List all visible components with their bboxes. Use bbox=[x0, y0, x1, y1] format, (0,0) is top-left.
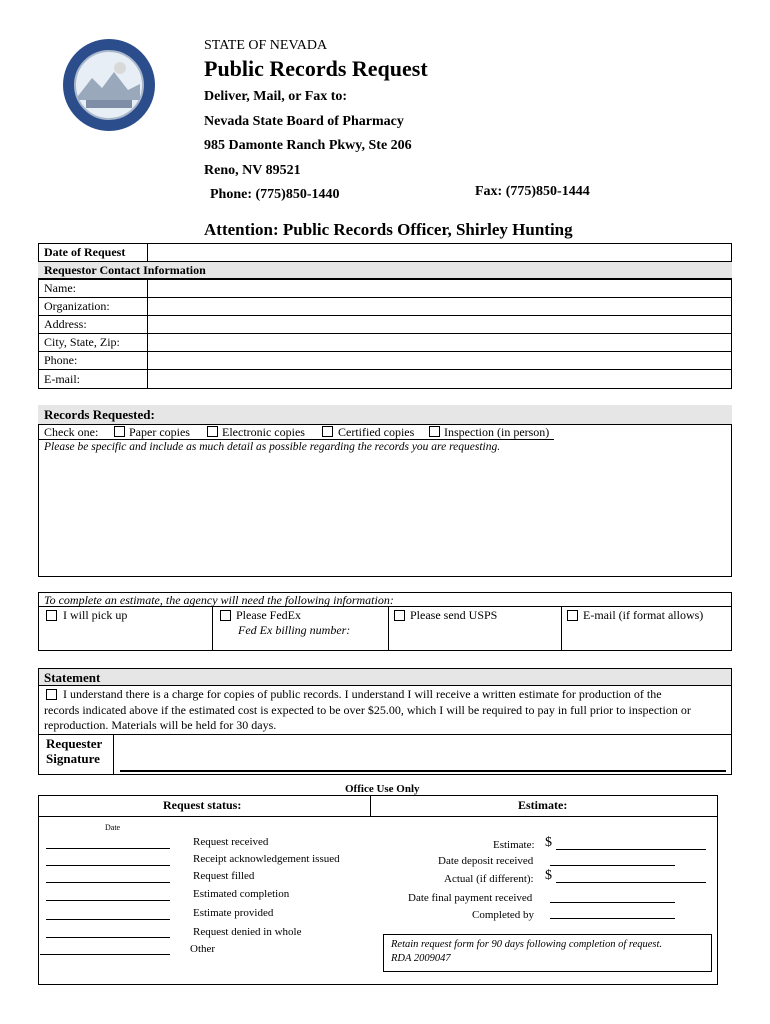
retention-note-line-2: RDA 2009047 bbox=[391, 953, 451, 964]
statement-line-3: reproduction. Materials will be held for 30 days. bbox=[44, 718, 277, 732]
state-label: STATE OF NEVADA bbox=[204, 38, 328, 53]
status-request-denied: Request denied in whole bbox=[193, 926, 302, 938]
email-label: E-mail: bbox=[44, 372, 80, 386]
status-date-line[interactable] bbox=[40, 954, 170, 955]
request-status-heading: Request status: bbox=[163, 798, 242, 812]
status-receipt-acknowledged: Receipt acknowledgement issued bbox=[193, 853, 340, 865]
signature-line[interactable] bbox=[120, 770, 726, 772]
pickup-label: I will pick up bbox=[63, 608, 128, 622]
address-input[interactable] bbox=[148, 316, 732, 333]
city-address: Reno, NV 89521 bbox=[204, 163, 301, 178]
final-payment-date-label: Date final payment received bbox=[408, 892, 533, 904]
organization-label: Organization: bbox=[44, 299, 110, 313]
usps-checkbox[interactable] bbox=[394, 610, 405, 621]
check-one-label: Check one: bbox=[44, 425, 99, 439]
inspection-label: Inspection (in person) bbox=[444, 425, 550, 439]
fedex-label: Please FedEx bbox=[236, 608, 301, 622]
deposit-date-line[interactable] bbox=[550, 865, 675, 866]
city-state-zip-label: City, State, Zip: bbox=[44, 335, 120, 349]
email-delivery-label: E-mail (if format allows) bbox=[583, 608, 704, 622]
office-use-heading: Office Use Only bbox=[345, 783, 420, 795]
status-estimate-provided: Estimate provided bbox=[193, 907, 274, 919]
electronic-copies-checkbox[interactable] bbox=[207, 426, 218, 437]
paper-copies-checkbox[interactable] bbox=[114, 426, 125, 437]
fedex-billing-label: Fed Ex billing number: bbox=[238, 623, 351, 637]
address-label: Address: bbox=[44, 317, 87, 331]
completed-by-line[interactable] bbox=[550, 918, 675, 919]
certified-copies-label: Certified copies bbox=[338, 425, 415, 439]
inspection-checkbox[interactable] bbox=[429, 426, 440, 437]
completed-by-label: Completed by bbox=[472, 909, 535, 921]
retention-note-line-1: Retain request form for 90 days following completion of request. bbox=[391, 939, 663, 950]
usps-label: Please send USPS bbox=[410, 608, 498, 622]
board-name: Nevada State Board of Pharmacy bbox=[204, 114, 404, 129]
fedex-checkbox[interactable] bbox=[220, 610, 231, 621]
fax-number: Fax: (775)850-1444 bbox=[475, 184, 590, 199]
status-request-filled: Request filled bbox=[193, 870, 255, 882]
records-instructions: Please be specific and include as much detail as possible regarding the records you are requesting. bbox=[44, 441, 501, 453]
statement-header-bar bbox=[39, 669, 731, 685]
email-delivery-checkbox[interactable] bbox=[567, 610, 578, 621]
phone-input[interactable] bbox=[148, 352, 732, 369]
deliver-label: Deliver, Mail, or Fax to: bbox=[204, 89, 348, 104]
phone-number: Phone: (775)850-1440 bbox=[210, 187, 340, 202]
name-input[interactable] bbox=[148, 280, 732, 297]
statement-heading: Statement bbox=[44, 670, 101, 685]
status-estimated-completion: Estimated completion bbox=[193, 888, 290, 900]
signature-label-2: Signature bbox=[46, 751, 100, 766]
records-description-input[interactable] bbox=[40, 456, 730, 574]
form-title: Public Records Request bbox=[204, 56, 428, 81]
status-date-line[interactable] bbox=[46, 865, 170, 866]
status-request-received: Request received bbox=[193, 836, 269, 848]
electronic-copies-label: Electronic copies bbox=[222, 425, 305, 439]
paper-copies-label: Paper copies bbox=[129, 425, 190, 439]
email-input[interactable] bbox=[148, 370, 732, 389]
date-of-request-label: Date of Request bbox=[44, 245, 126, 259]
actual-label: Actual (if different): bbox=[444, 873, 534, 885]
street-address: 985 Damonte Ranch Pkwy, Ste 206 bbox=[204, 138, 412, 153]
organization-input[interactable] bbox=[148, 298, 732, 315]
statement-line-2: records indicated above if the estimated cost is expected to be over $25.00, which I will be required to pay in full prior to inspection or bbox=[44, 703, 691, 717]
status-date-line[interactable] bbox=[46, 882, 170, 883]
status-other: Other bbox=[190, 943, 216, 955]
estimate-heading: Estimate: bbox=[518, 798, 568, 812]
status-date-line[interactable] bbox=[46, 848, 170, 849]
dollar-sign: $ bbox=[545, 868, 552, 883]
final-payment-date-line[interactable] bbox=[550, 902, 675, 903]
acknowledge-checkbox[interactable] bbox=[46, 689, 57, 700]
phone-label: Phone: bbox=[44, 353, 78, 367]
estimate-amount-line[interactable] bbox=[556, 849, 706, 850]
dollar-sign: $ bbox=[545, 835, 552, 850]
city-state-zip-input[interactable] bbox=[148, 334, 732, 351]
estimate-label: Estimate: bbox=[493, 839, 535, 851]
name-label: Name: bbox=[44, 281, 76, 295]
status-date-line[interactable] bbox=[46, 919, 170, 920]
nevada-state-seal bbox=[62, 38, 156, 132]
statement-line-1: I understand there is a charge for copies of public records. I understand I will receive a written estimate for production of the bbox=[63, 687, 662, 701]
pickup-checkbox[interactable] bbox=[46, 610, 57, 621]
attention-line: Attention: Public Records Officer, Shirley Hunting bbox=[204, 220, 573, 239]
certified-copies-checkbox[interactable] bbox=[322, 426, 333, 437]
status-date-line[interactable] bbox=[46, 900, 170, 901]
contact-section-label: Requestor Contact Information bbox=[44, 263, 206, 277]
status-date-line[interactable] bbox=[46, 937, 170, 938]
actual-amount-line[interactable] bbox=[556, 882, 706, 883]
signature-label-1: Requester bbox=[46, 736, 103, 751]
date-of-request-input[interactable] bbox=[148, 243, 732, 261]
deposit-date-label: Date deposit received bbox=[438, 855, 534, 867]
estimate-info-heading: To complete an estimate, the agency will need the following information: bbox=[44, 593, 394, 607]
records-heading: Records Requested: bbox=[44, 407, 155, 422]
date-column-label: Date bbox=[105, 823, 121, 832]
